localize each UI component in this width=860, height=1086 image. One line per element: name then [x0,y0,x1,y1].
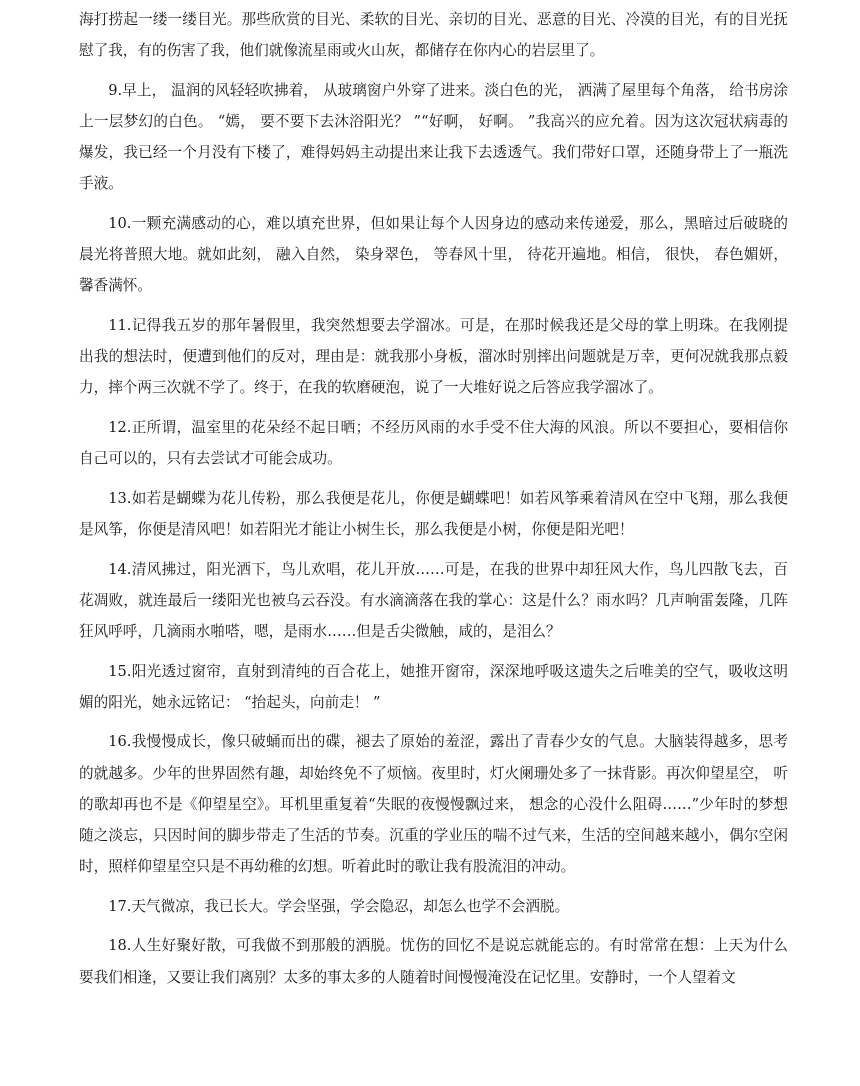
paragraph-16: 16.我慢慢成长，像只破蛹而出的碟，褪去了原始的羞涩，露出了青春少女的气息。大脑装得越多，思考的就越多。少年的世界固然有趣，却始终免不了烦恼。夜里时，灯火阑珊处多了一抹背影。再次仰望星空， 听的歌却再也不是《仰望星空》。耳机里重复着“失眠的夜慢慢飘过来， 想念的心没什么阻碍……”少年时的梦想随之淡忘，只因时间的脚步带走了生活的节奏。沉重的学业压的喘不过气来，生活的空间越来越小，偶尔空闲时，照样仰望星空只是不再幼稚的幻想。听着此时的歌让我有股流泪的冲动。 [79,733,788,876]
paragraph-10: 10.一颗充满感动的心，难以填充世界，但如果让每个人因身边的感动来传递爱，那么，黑暗过后破晓的晨光将普照大地。就如此刻， 融入自然， 染身翠色， 等春风十里， 待花开遍地。相信， 很快， 春色媚妍，馨香满怀。 [79,215,788,295]
paragraph-continuation: 海打捞起一缕一缕目光。那些欣赏的目光、柔软的目光、亲切的目光、恶意的目光、冷漠的目光，有的目光抚慰了我，有的伤害了我，他们就像流星雨或火山灰，都储存在你内心的岩层里了。 [79,11,788,60]
paragraph-9: 9.早上， 温润的风轻轻吹拂着， 从玻璃窗户外穿了进来。淡白色的光， 洒满了屋里每个角落， 给书房涂上一层梦幻的白色。 “嫣， 要不要下去沐浴阳光？ ”“好啊， 好啊。 ”我高兴的应允着。因为这次冠状病毒的爆发，我已经一个月没有下楼了，难得妈妈主动提出来让我下去透透气。我们带好口罩，还随身带上了一瓶洗手液。 [79,81,788,193]
paragraph-17: 17.天气微凉，我已长大。学会坚强，学会隐忍，却怎么也学不会洒脱。 [108,897,570,915]
paragraph-15: 15.阳光透过窗帘，直射到清纯的百合花上，她推开窗帘，深深地呼吸这遗失之后唯美的空气，吸收这明媚的阳光，她永远铭记： “抬起头，向前走！ ” [79,662,788,711]
paragraph-11: 11.记得我五岁的那年暑假里，我突然想要去学溜冰。可是，在那时候我还是父母的掌上明珠。在我刚提出我的想法时，便遭到他们的反对，理由是：就我那小身板，溜冰时别摔出问题就是万幸，更何况就我那点毅力，摔个两三次就不学了。终于，在我的软磨硬泡，说了一大堆好说之后答应我学溜冰了。 [79,317,788,397]
paragraph-14: 14.清风拂过，阳光洒下，鸟儿欢唱，花儿开放……可是，在我的世界中却狂风大作，鸟儿四散飞去，百花凋败，就连最后一缕阳光也被乌云吞没。有水滴滴落在我的掌心：这是什么？雨水吗？几声响雷轰隆，几阵狂风呼呼，几滴雨水啪嗒，嗯，是雨水……但是舌尖微触，咸的，是泪么？ [79,560,788,640]
paragraph-13: 13.如若是蝴蝶为花儿传粉，那么我便是花儿，你便是蝴蝶吧！如若风筝乘着清风在空中飞翔，那么我便是风筝，你便是清风吧！如若阳光才能让小树生长，那么我便是小树，你便是阳光吧！ [79,489,788,538]
paragraph-18: 18.人生好聚好散，可我做不到那般的洒脱。忧伤的回忆不是说忘就能忘的。有时常常在想：上天为什么要我们相逢，又要让我们离别？太多的事太多的人随着时间慢慢淹没在记忆里。安静时，一个人望着文 [79,937,788,986]
paragraph-12: 12.正所谓，温室里的花朵经不起日晒；不经历风雨的水手受不住大海的风浪。所以不要担心，要相信你自己可以的，只有去尝试才可能会成功。 [79,419,788,468]
